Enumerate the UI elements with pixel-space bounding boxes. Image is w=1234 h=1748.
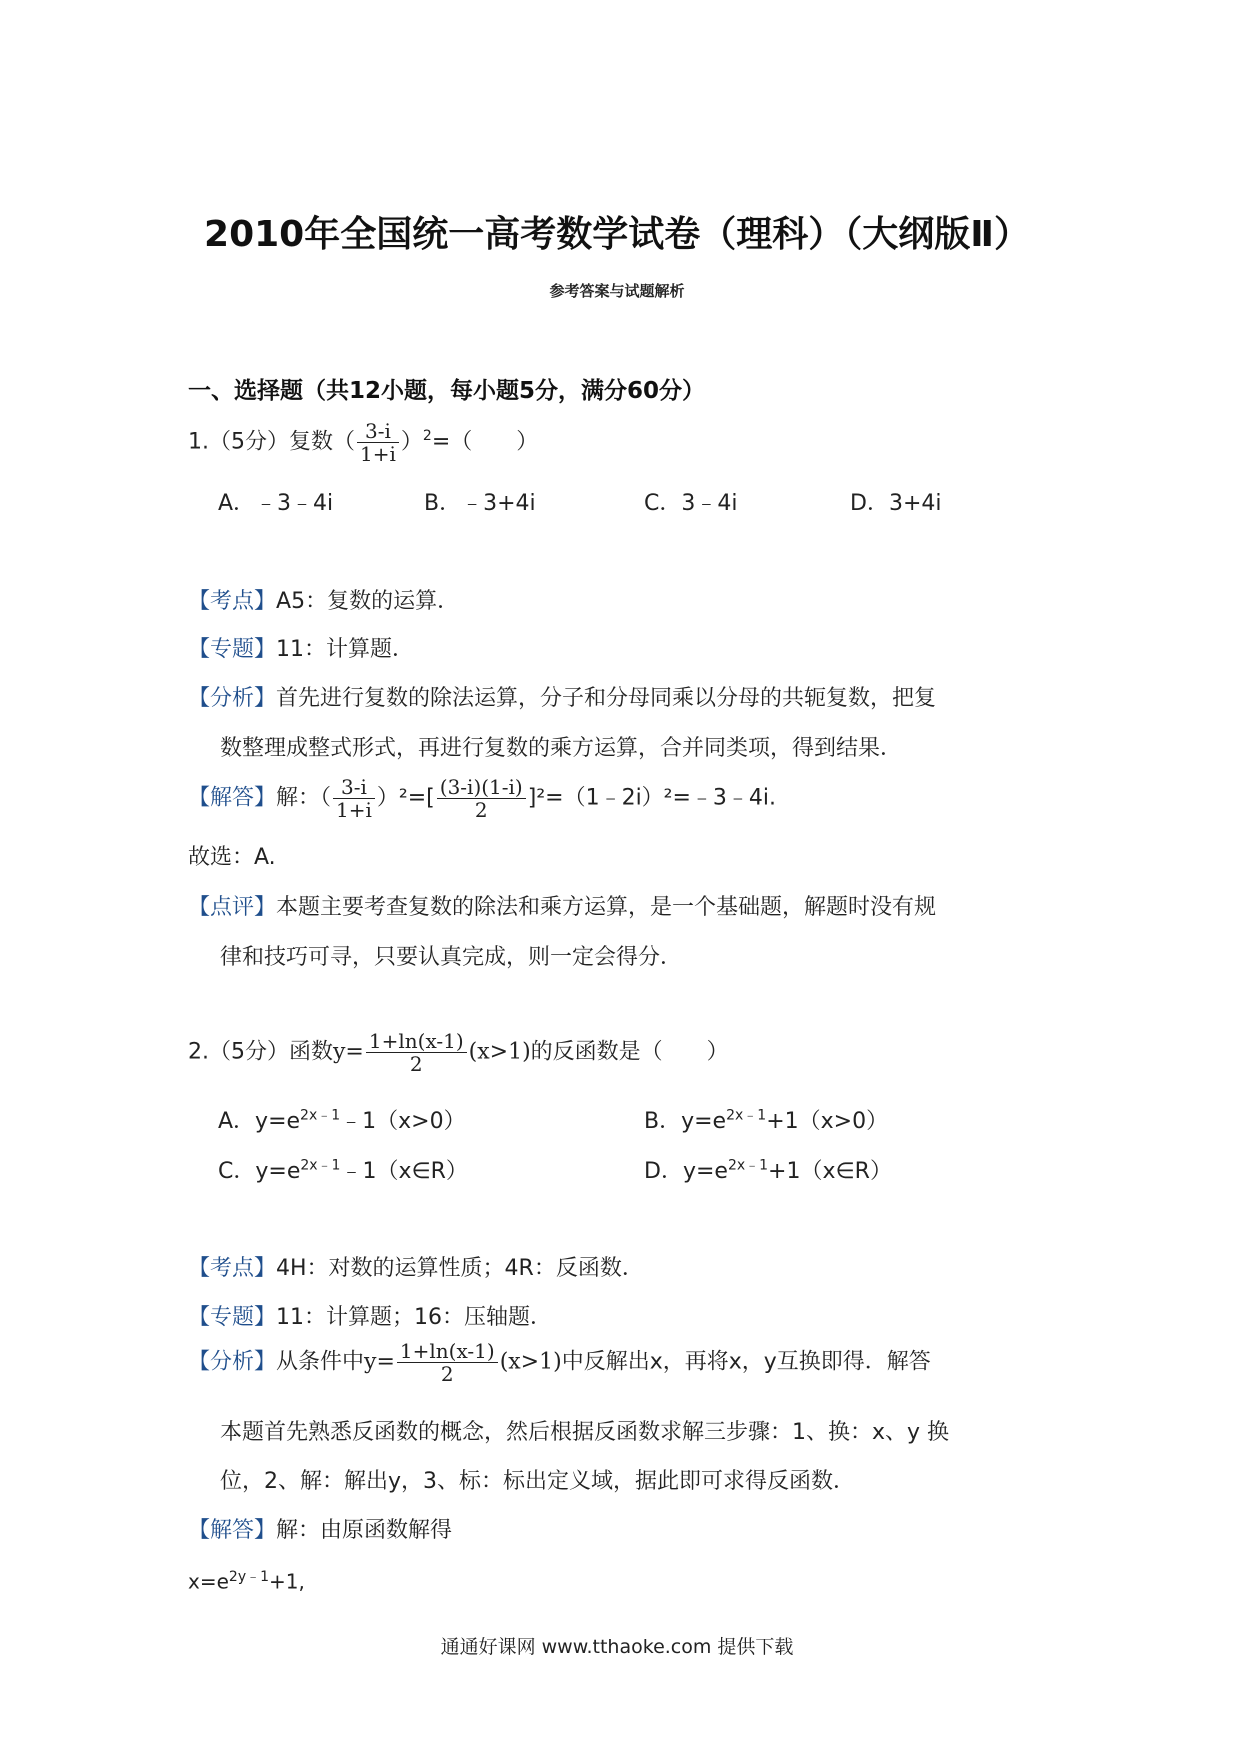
q1-jieda-tag: 【解答】 [188, 785, 277, 811]
q2-jieda-tag: 【解答】 [188, 1518, 277, 1543]
q2-option-c-exp: 2x﹣1 [300, 1157, 341, 1174]
q2-solution-exp: 2y﹣1 [228, 1569, 270, 1585]
q1-exponent: 2 [422, 428, 432, 445]
q1-dianping [188, 890, 936, 921]
q2-solution-base: x=e [188, 1569, 229, 1594]
q1-dianping-line1: 本题主要考查复数的除法和乘方运算，是一个基础题，解题时没有规 [276, 895, 937, 920]
q2-option-a-base: A．y=e [218, 1109, 301, 1134]
q1-fraction-den: 1+i [360, 442, 396, 466]
q1-suffix: =（ ） [431, 429, 539, 455]
q2-kaodian-tag: 【考点】 [188, 1256, 277, 1281]
q2-fenxi-line3: 位，2、解：解出y，3、标：标出定义域，据此即可求得反函数． [220, 1469, 856, 1494]
q2-condition: (x>1) [468, 1039, 531, 1065]
q2-kaodian [188, 1251, 644, 1282]
q1-kaodian-text: A5：复数的运算． [276, 589, 460, 614]
page-subtitle: 参考答案与试题解析 [549, 282, 685, 300]
q2-fenxi-fn-y: y= [364, 1349, 395, 1375]
q2-fenxi-line2: 本题首先熟悉反函数的概念，然后根据反函数求解三步骤：1、换：x、y 换 [220, 1420, 950, 1445]
q2-option-a-exp: 2x﹣1 [300, 1107, 341, 1124]
q1-fraction-num: 3-i [357, 420, 399, 443]
q2-option-d-base: D．y=e [644, 1159, 728, 1184]
q2-option-d-exp: 2x﹣1 [727, 1157, 769, 1174]
q2-solution-tail: +1, [269, 1569, 305, 1594]
q2-fraction [366, 1030, 467, 1075]
q2-option-b-base: B．y=e [644, 1109, 727, 1134]
q1-kaodian-tag: 【考点】 [188, 589, 277, 614]
q1-stem: 1.（5分）复数（ $\frac{3-i}{1+i}$ ）$^2$=（ ） [188, 419, 539, 466]
q1-jieda-fraction-2 [437, 776, 526, 821]
q2-prefix: 2.（5分）函数 [188, 1039, 333, 1065]
q1-fenxi-tag: 【分析】 [188, 686, 277, 711]
q1-fenxi-line1: 首先进行复数的除法运算，分子和分母同乘以分母的共轭复数，把复 [276, 686, 937, 711]
q1-fraction [357, 420, 399, 465]
q2-suffix: 的反函数是（ ） [530, 1039, 729, 1065]
q2-option-a-tail: ﹣1（x>0） [340, 1109, 466, 1134]
q1-dianping-line2: 律和技巧可寻，只要认真完成，则一定会得分． [220, 945, 683, 970]
q1-jieda-fraction-1 [333, 776, 375, 821]
q1-answer: 故选：A. [188, 845, 276, 870]
q2-zhuanti-text: 11：计算题；16：压轴题． [276, 1305, 553, 1330]
q1-jieda-f2-den: 2 [474, 798, 488, 822]
q2-option-c [218, 1154, 468, 1185]
q1-option-d: D．3+4i [850, 491, 942, 516]
q2-zhuanti [188, 1300, 552, 1331]
q2-fenxi [188, 1340, 931, 1385]
q1-prefix: 1.（5分）复数（ [188, 429, 355, 455]
q1-option-c: C．3﹣4i [644, 491, 738, 516]
q2-fraction-den: 2 [409, 1052, 423, 1076]
q1-option-a: A．﹣3﹣4i [218, 491, 334, 516]
q2-fenxi-condition: (x>1) [499, 1349, 562, 1375]
q1-zhuanti [188, 632, 414, 663]
q2-fenxi-pre: 从条件中 [276, 1349, 365, 1375]
q1-jieda [188, 776, 776, 821]
q2-zhuanti-tag: 【专题】 [188, 1305, 277, 1330]
q1-option-b: B．﹣3+4i [424, 491, 536, 516]
q2-jieda-text: 解：由原函数解得 [276, 1518, 453, 1543]
q2-option-a [218, 1104, 466, 1135]
q2-option-d [644, 1154, 892, 1185]
q2-fraction-num: 1+ln(x-1) [366, 1030, 467, 1053]
section-heading: 一、选择题（共12小题，每小题5分，满分60分） [188, 378, 706, 404]
q1-jieda-f1-den: 1+i [336, 798, 372, 822]
q1-jieda-f1-num: 3-i [333, 776, 375, 799]
q1-jieda-post: ]²=（1﹣2i）²=﹣3﹣4i. [527, 785, 777, 811]
q1-dianping-tag: 【点评】 [188, 895, 277, 920]
q2-option-b-exp: 2x﹣1 [726, 1107, 767, 1124]
page-title: 2010年全国统一高考数学试卷（理科）（大纲版Ⅱ） [204, 214, 1030, 255]
q2-fenxi-frac-num: 1+ln(x-1) [397, 1340, 498, 1363]
q2-fenxi-post: 中反解出x，再将x，y互换即得．解答 [561, 1349, 931, 1375]
q1-jieda-mid: ）²=[ [376, 785, 435, 811]
q2-option-b [644, 1104, 888, 1135]
q2-fenxi-frac-den: 2 [440, 1362, 454, 1386]
q2-option-b-tail: +1（x>0） [766, 1109, 889, 1134]
q1-zhuanti-text: 11：计算题． [276, 637, 415, 662]
q2-kaodian-text: 4H：对数的运算性质；4R：反函数． [276, 1256, 644, 1281]
q2-option-c-base: C．y=e [218, 1159, 301, 1184]
q2-option-c-tail: ﹣1（x∈R） [340, 1159, 468, 1184]
q1-fenxi [188, 681, 936, 712]
q1-zhuanti-tag: 【专题】 [188, 637, 277, 662]
q2-solution-line [188, 1566, 305, 1594]
q1-fenxi-line2: 数整理成整式形式，再进行复数的乘方运算，合并同类项，得到结果． [220, 736, 903, 761]
q2-option-d-tail: +1（x∈R） [768, 1159, 892, 1184]
q1-kaodian [188, 584, 459, 615]
q2-stem [188, 1030, 729, 1075]
q2-fenxi-tag: 【分析】 [188, 1349, 277, 1375]
page-footer: 通通好课网 www.tthaoke.com 提供下载 [440, 1636, 794, 1658]
q1-jieda-pre: 解：（ [276, 785, 332, 811]
q2-jieda [188, 1513, 452, 1544]
q1-jieda-f2-num: (3-i)(1-i) [437, 776, 526, 799]
q2-fenxi-fraction [397, 1340, 498, 1385]
q2-fn-y: y= [333, 1039, 364, 1065]
